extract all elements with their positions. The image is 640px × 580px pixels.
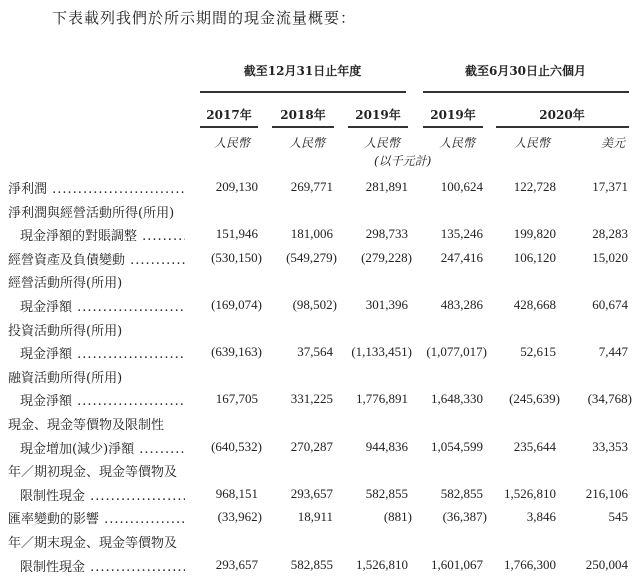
row-value: 17,371 bbox=[592, 179, 628, 194]
table-row bbox=[0, 175, 640, 199]
row-label: 經營資產及負債變動 ..... bbox=[8, 249, 185, 268]
table-row bbox=[0, 222, 640, 246]
row-value: 15,020 bbox=[592, 249, 628, 265]
row-value: 247,416 bbox=[440, 249, 483, 265]
row-label: 限制性現金 ..... bbox=[20, 556, 185, 575]
row-value: 52,615 bbox=[520, 344, 556, 360]
row-value: 298,733 bbox=[365, 226, 408, 242]
row-label: 現金淨額的對賬調整 ..... bbox=[20, 225, 185, 244]
row-value: 167,705 bbox=[215, 391, 258, 407]
row-value: 3,846 bbox=[526, 509, 556, 525]
row-value: 1,776,891 bbox=[356, 391, 408, 407]
header-year-2019-half: 2019年 bbox=[430, 108, 476, 122]
row-value: 483,286 bbox=[440, 297, 483, 312]
year-rule bbox=[200, 126, 258, 128]
table-row bbox=[0, 553, 640, 577]
row-label: 年／期末現金、現金等價物及 bbox=[8, 536, 178, 551]
row-value: 582,855 bbox=[365, 485, 408, 501]
row-value: 28,283 bbox=[592, 226, 628, 242]
row-label: 經營活動所得(所用) bbox=[8, 276, 123, 292]
row-label: 現金增加(減少)淨額 ..... bbox=[20, 438, 185, 457]
header-year-2020-half: 2020年 bbox=[539, 108, 585, 122]
currency-label: 人民幣 bbox=[513, 136, 550, 150]
row-value: 331,225 bbox=[290, 391, 333, 407]
currency-label: 人民幣 bbox=[363, 136, 400, 150]
row-value: 968,151 bbox=[215, 485, 258, 501]
table-row bbox=[0, 199, 640, 223]
unit-note: (以千元計) bbox=[374, 154, 432, 168]
table-row bbox=[0, 505, 640, 529]
row-value: 582,855 bbox=[290, 556, 333, 572]
row-value: 1,054,599 bbox=[431, 438, 483, 454]
row-value: (1,133,451) bbox=[351, 344, 412, 360]
table-row bbox=[0, 387, 640, 411]
table-row bbox=[0, 529, 640, 553]
row-value: (36,387) bbox=[442, 509, 487, 525]
table-row bbox=[0, 340, 640, 364]
header-year-2017: 2017年 bbox=[206, 108, 252, 122]
row-value: (98,502) bbox=[292, 297, 337, 312]
row-value: (34,768) bbox=[587, 391, 632, 407]
row-value: 122,728 bbox=[513, 179, 556, 194]
row-value: 1,601,067 bbox=[431, 556, 483, 572]
row-value: 209,130 bbox=[215, 179, 258, 194]
row-label: 現金淨額 ..... bbox=[20, 296, 185, 315]
row-value: 293,657 bbox=[215, 556, 258, 572]
intro-text: 下表載列我們於所示期間的現金流量概要： bbox=[52, 9, 357, 27]
row-value: 135,246 bbox=[440, 226, 483, 242]
row-value: 270,287 bbox=[290, 438, 333, 454]
header-year-2019: 2019年 bbox=[355, 108, 401, 122]
row-value: 250,004 bbox=[585, 556, 628, 572]
row-label: 現金淨額 ..... bbox=[20, 390, 185, 409]
row-value: 151,946 bbox=[215, 226, 258, 242]
header-rule bbox=[423, 91, 629, 93]
row-label: 淨利潤與經營活動所得(所用) bbox=[8, 205, 175, 221]
table-row bbox=[0, 482, 640, 506]
currency-label: 人民幣 bbox=[213, 136, 250, 150]
row-value: 582,855 bbox=[440, 485, 483, 501]
row-value: (279,228) bbox=[361, 249, 412, 265]
row-value: (530,150) bbox=[211, 249, 262, 265]
currency-label: 人民幣 bbox=[288, 136, 325, 150]
table-row bbox=[0, 246, 640, 270]
row-value: 301,396 bbox=[365, 297, 408, 312]
row-label: 現金淨額 ..... bbox=[20, 343, 185, 362]
row-value: (169,074) bbox=[211, 297, 262, 312]
row-value: 1,766,300 bbox=[504, 556, 556, 572]
row-label: 年／期初現金、現金等價物及 bbox=[8, 465, 178, 481]
row-value: 7,447 bbox=[598, 344, 628, 360]
header-year-2018: 2018年 bbox=[280, 108, 326, 122]
year-rule bbox=[348, 126, 408, 128]
year-rule bbox=[496, 126, 629, 128]
table-row bbox=[0, 269, 640, 293]
table-row bbox=[0, 317, 640, 341]
row-value: 100,624 bbox=[440, 179, 483, 194]
table-row bbox=[0, 293, 640, 317]
row-value: 18,911 bbox=[297, 509, 333, 525]
row-value: (881) bbox=[383, 509, 412, 525]
currency-label: 人民幣 bbox=[438, 136, 475, 150]
row-value: 235,644 bbox=[513, 438, 556, 454]
year-rule bbox=[272, 126, 334, 128]
row-value: 106,120 bbox=[513, 249, 556, 265]
row-value: 199,820 bbox=[513, 226, 556, 242]
row-value: 33,353 bbox=[592, 438, 628, 454]
table-row bbox=[0, 364, 640, 388]
table-row bbox=[0, 458, 640, 482]
row-value: 60,674 bbox=[592, 297, 628, 312]
table-row bbox=[0, 435, 640, 459]
row-value: 1,526,810 bbox=[504, 485, 556, 501]
table-row bbox=[0, 411, 640, 435]
row-value: 1,648,330 bbox=[431, 391, 483, 407]
row-value: 37,564 bbox=[297, 344, 333, 360]
header-group-fiscal-year: 截至12月31日止年度 bbox=[243, 64, 362, 78]
currency-label: 美元 bbox=[600, 136, 625, 150]
row-value: 293,657 bbox=[290, 485, 333, 501]
row-label: 現金、現金等價物及限制性 bbox=[8, 418, 165, 433]
header-rule bbox=[200, 91, 406, 93]
row-label: 淨利潤 ..... bbox=[8, 178, 185, 197]
row-label: 投資活動所得(所用) bbox=[8, 323, 123, 339]
row-value: (549,279) bbox=[286, 249, 337, 265]
row-value: 1,526,810 bbox=[356, 556, 408, 572]
row-label: 匯率變動的影響 ..... bbox=[8, 508, 185, 527]
row-value: 944,836 bbox=[365, 438, 408, 454]
row-value: (639,163) bbox=[211, 344, 262, 360]
row-value: (1,077,017) bbox=[426, 344, 487, 360]
row-label: 融資活動所得(所用) bbox=[8, 370, 123, 386]
row-value: 545 bbox=[608, 509, 628, 525]
row-value: 428,668 bbox=[513, 297, 556, 312]
row-value: 181,006 bbox=[290, 226, 333, 242]
row-value: 269,771 bbox=[290, 179, 333, 194]
row-value: (245,639) bbox=[509, 391, 560, 407]
row-value: 216,106 bbox=[585, 485, 628, 501]
row-value: (640,532) bbox=[211, 438, 262, 454]
header-group-six-months: 截至6月30日止六個月 bbox=[464, 64, 587, 78]
row-value: (33,962) bbox=[217, 509, 262, 525]
row-value: 281,891 bbox=[365, 179, 408, 194]
year-rule bbox=[423, 126, 483, 128]
row-label: 限制性現金 ..... bbox=[20, 485, 185, 504]
